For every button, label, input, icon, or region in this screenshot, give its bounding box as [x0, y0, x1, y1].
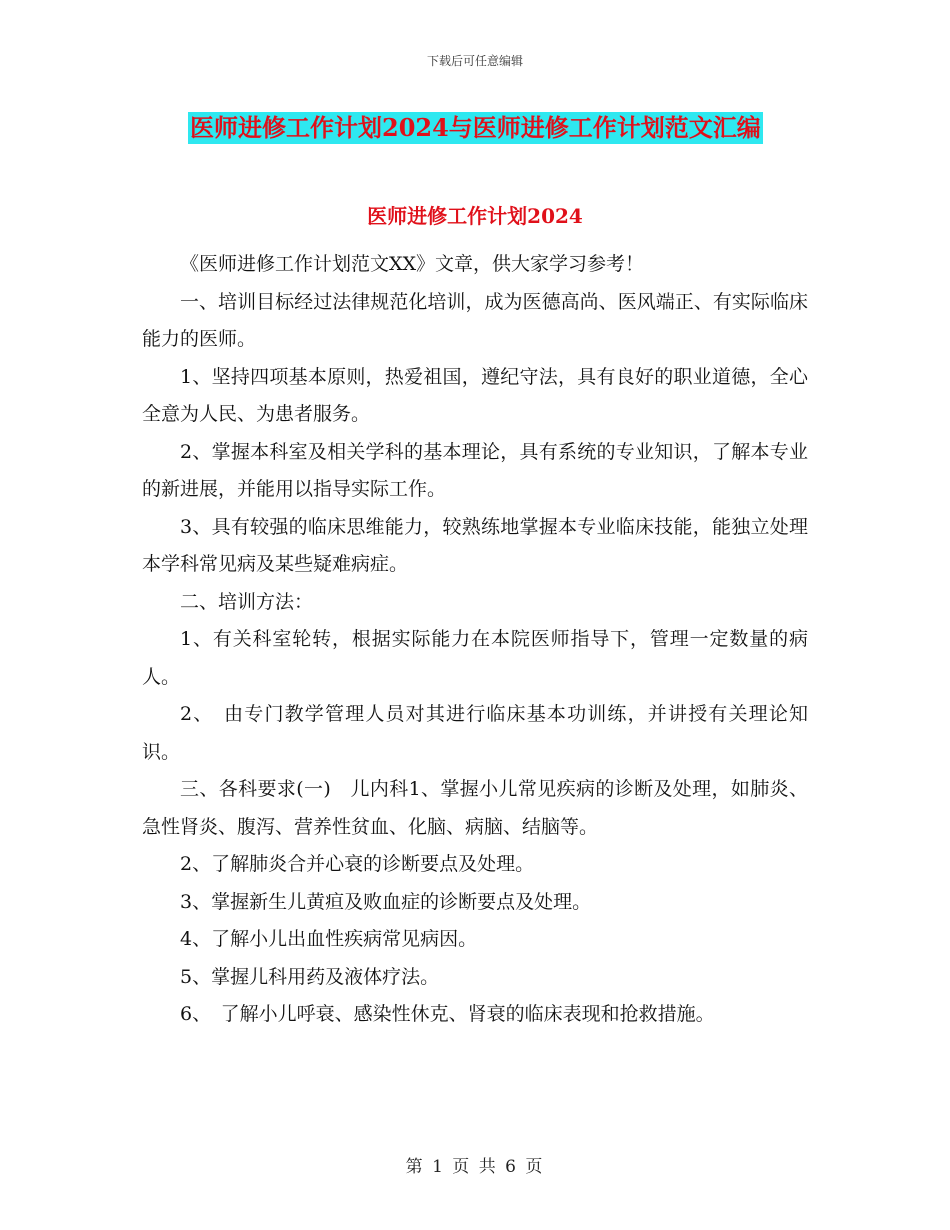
- document-body: [142, 246, 808, 1034]
- paragraph-method-1: 1、有关科室轮转，根据实际能力在本院医师指导下，管理一定数量的病人。: [142, 628, 808, 688]
- paragraph-training-goal: 一、培训目标经过法律规范化培训，成为医德高尚、医风端正、有实际临床能力的医师。: [142, 290, 808, 350]
- paragraph-training-method: 二、培训方法：: [180, 590, 314, 613]
- paragraph-item-1: 1、坚持四项基本原则，热爱祖国，遵纪守法，具有良好的职业道德，全心全意为人民、为患者服务。: [142, 365, 808, 425]
- section-title: 医师进修工作计划2024: [367, 204, 583, 228]
- paragraph-req-5: 5、掌握儿科用药及液体疗法。: [180, 965, 440, 988]
- paragraph-item-3: 3、具有较强的临床思维能力，较熟练地掌握本专业临床技能，能独立处理本学科常见病及某些疑难病症。: [142, 515, 808, 575]
- paragraph-requirements: 三、各科要求(一) 儿内科1、掌握小儿常见疾病的诊断及处理，如肺炎、急性肾炎、腹泻、营养性贫血、化脑、病脑、结脑等。: [142, 778, 808, 838]
- document-title: 医师进修工作计划2024与医师进修工作计划范文汇编: [190, 113, 761, 142]
- paragraph-req-2: 2、了解肺炎合并心衰的诊断要点及处理。: [180, 853, 535, 875]
- page-number-footer: 第 1 页 共 6 页: [405, 1157, 545, 1177]
- paragraph-method-2: 2、 由专门教学管理人员对其进行临床基本功训练，并讲授有关理论知识。: [142, 703, 808, 763]
- paragraph-req-6: 6、 了解小儿呼衰、感染性休克、肾衰的临床表现和抢救措施。: [180, 1003, 715, 1025]
- header-note: 下载后可任意编辑: [426, 54, 523, 68]
- paragraph-intro: 《医师进修工作计划范文XX》文章，供大家学习参考！: [180, 253, 645, 275]
- paragraph-item-2: 2、掌握本科室及相关学科的基本理论，具有系统的专业知识，了解本专业的新进展，并能用以指导实际工作。: [142, 440, 808, 500]
- paragraph-req-3: 3、掌握新生儿黄疸及败血症的诊断要点及处理。: [180, 890, 592, 913]
- paragraph-req-4: 4、了解小儿出血性疾病常见病因。: [180, 928, 478, 950]
